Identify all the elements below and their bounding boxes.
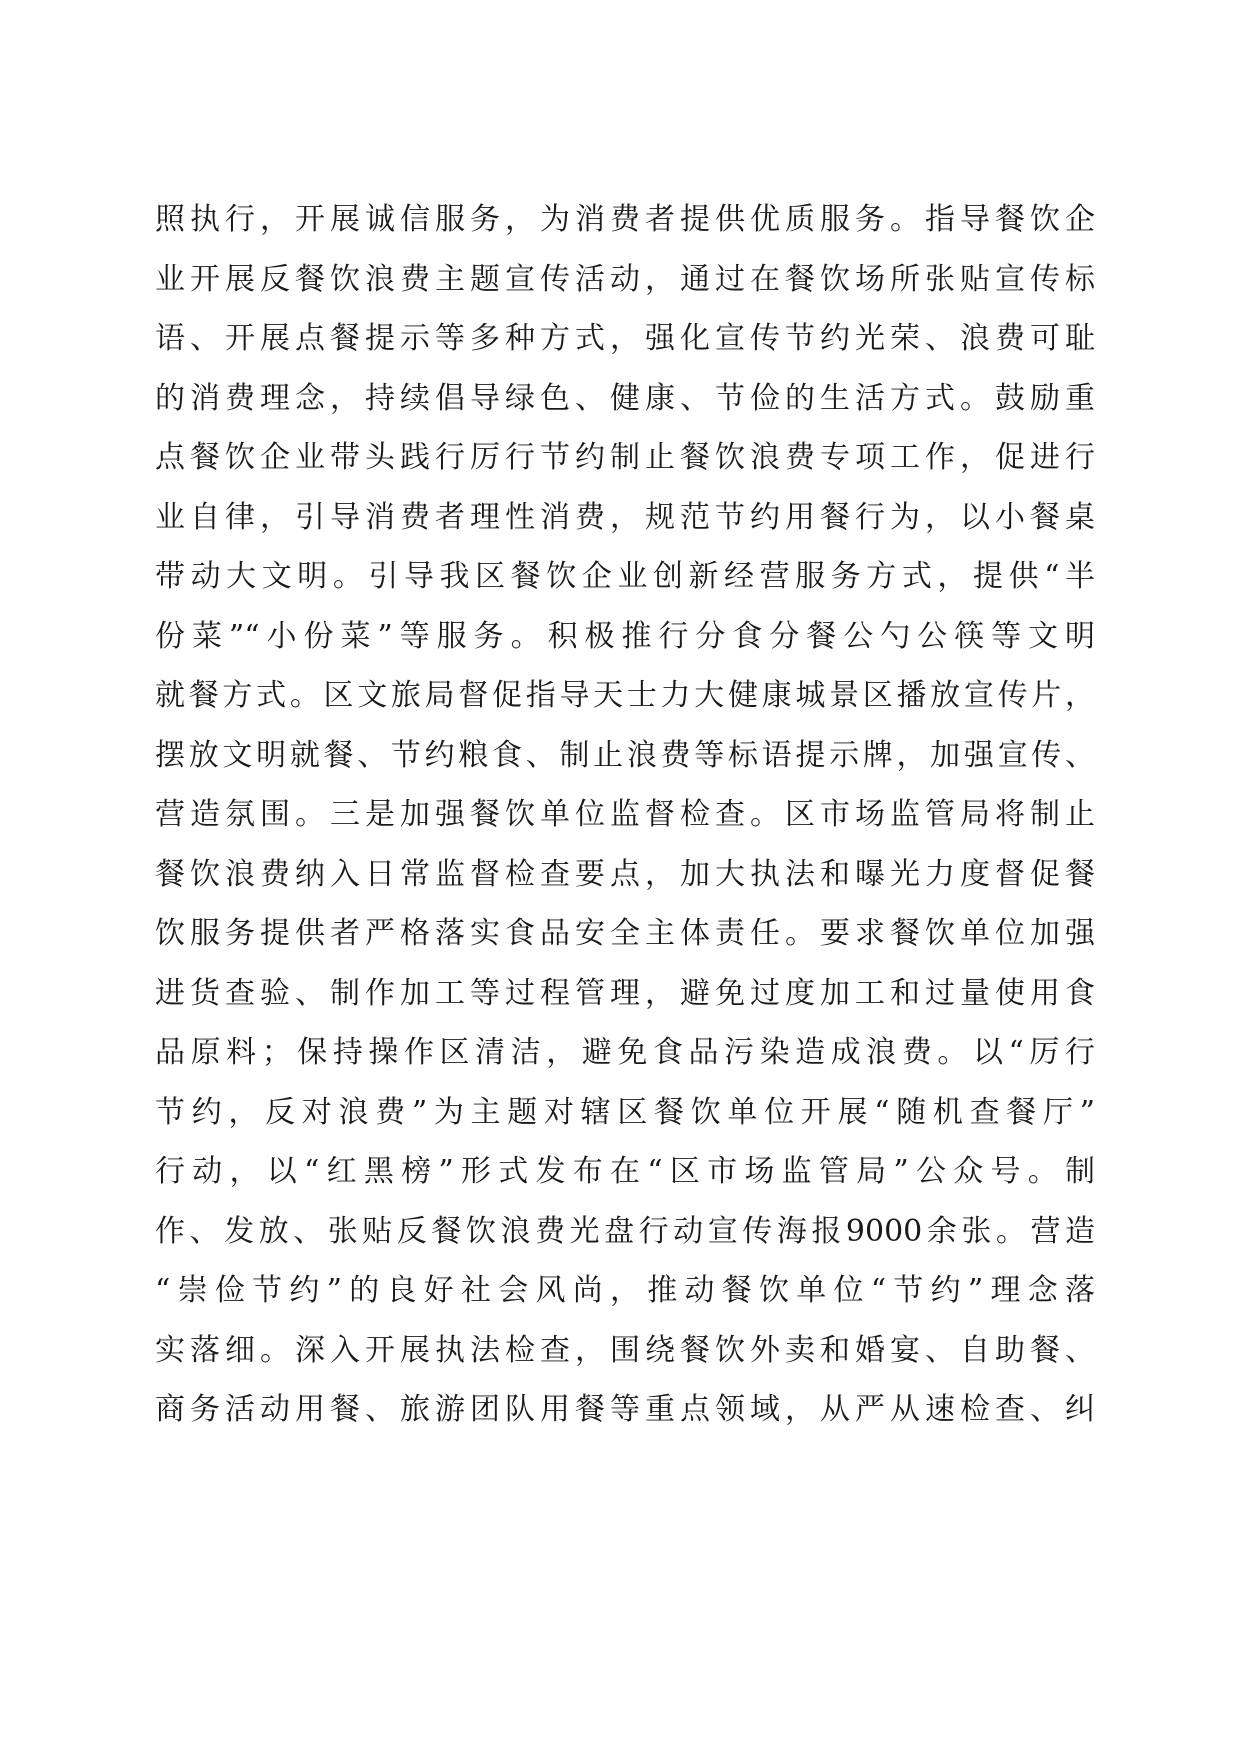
body-text — [155, 190, 1095, 1440]
text-line: 实落细。深入开展执法检查，围绕餐饮外卖和婚宴、自助餐、 — [155, 1332, 1095, 1368]
text-line: 行动，以“红黑榜”形式发布在“区市场监管局”公众号。制 — [155, 1154, 1095, 1189]
text-line: 商务活动用餐、旅游团队用餐等重点领域，从严从速检查、纠 — [155, 1392, 1095, 1427]
text-line: 带动大文明。引导我区餐饮企业创新经营服务方式，提供“半 — [155, 559, 1095, 594]
text-line: 业开展反餐饮浪费主题宣传活动，通过在餐饮场所张贴宣传标 — [155, 261, 1095, 297]
text-line: 语、开展点餐提示等多种方式，强化宣传节约光荣、浪费可耻 — [155, 321, 1095, 356]
text-line: 就餐方式。区文旅局督促指导天士力大健康城景区播放宣传片， — [155, 678, 1095, 713]
text-line: 点餐饮企业带头践行厉行节约制止餐饮浪费专项工作，促进行 — [155, 440, 1095, 475]
text-line: “崇俭节约”的良好社会风尚，推动餐饮单位“节约”理念落 — [155, 1273, 1095, 1308]
text-line: 餐饮浪费纳入日常监督检查要点，加大执法和曝光力度督促餐 — [155, 856, 1095, 892]
text-line: 份菜”“小份菜”等服务。积极推行分食分餐公勺公筷等文明 — [155, 618, 1095, 654]
text-line: 进货查验、制作加工等过程管理，避免过度加工和过量使用食 — [155, 975, 1095, 1011]
text-line: 营造氛围。三是加强餐饮单位监督检查。区市场监管局将制止 — [155, 797, 1095, 832]
text-line: 的消费理念，持续倡导绿色、健康、节俭的生活方式。鼓励重 — [155, 380, 1095, 416]
text-line: 业自律，引导消费者理性消费，规范节约用餐行为，以小餐桌 — [155, 499, 1095, 535]
text-line: 摆放文明就餐、节约粮食、制止浪费等标语提示牌，加强宣传、 — [155, 737, 1095, 773]
text-line: 节约，反对浪费”为主题对辖区餐饮单位开展“随机查餐厅” — [155, 1094, 1095, 1130]
text-line: 品原料；保持操作区清洁，避免食品污染造成浪费。以“厉行 — [155, 1035, 1095, 1070]
text-line: 照执行，开展诚信服务，为消费者提供优质服务。指导餐饮企 — [155, 202, 1095, 237]
text-line: 作、发放、张贴反餐饮浪费光盘行动宣传海报9000余张。营造 — [155, 1213, 1095, 1249]
text-line: 饮服务提供者严格落实食品安全主体责任。要求餐饮单位加强 — [155, 916, 1095, 951]
